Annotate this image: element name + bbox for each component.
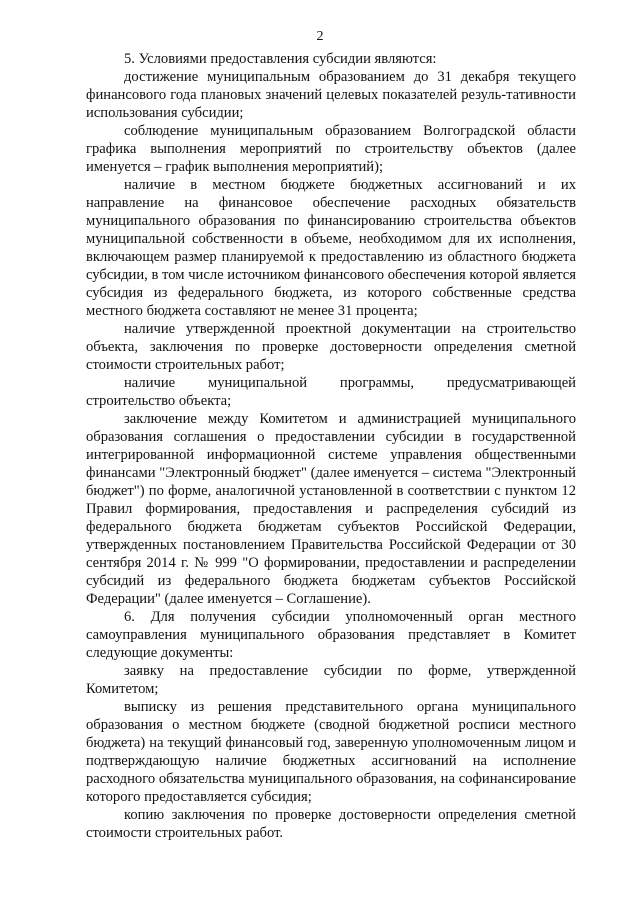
paragraph-project-documentation: наличие утвержденной проектной документации на строительство объекта, заключения по проверке достоверности определения сметной стоимости строительных работ; [86,321,576,373]
paragraph-documents-heading: 6. Для получения субсидии уполномоченный орган местного самоуправления муниципального образования представляет в Комитет следующие документы: [86,609,576,661]
paragraph-schedule-compliance: соблюдение муниципальным образованием Волгоградской области графика выполнения мероприятий по строительству объектов (далее именуется – график выполнения мероприятий); [86,123,576,175]
page-number: 2 [316,29,324,44]
paragraph-application: заявку на предоставление субсидии по форме, утвержденной Комитетом; [86,663,576,697]
paragraph-budget-allocations: наличие в местном бюджете бюджетных ассигнований и их направление на финансовое обеспечение расходных обязательств муниципального образования по финансированию строительства объектов муниципальной собственности в объеме, необходимом для их исполнения, включающем размер планируемой к предоставлению из областного бюджета субсидии, в том числе источником финансового обеспечения которой является субсидия из федерального бюджета, из которого собственные средства местного бюджета составляют не менее 31 процента; [86,177,576,319]
paragraph-conditions-heading: 5. Условиями предоставления субсидии являются: [124,51,437,67]
paragraph-budget-extract: выписку из решения представительного органа муниципального образования о местном бюджете (сводной бюджетной росписи местного бюджета) на текущий финансовый год, заверенную уполномоченным лицом и подтверждающую наличие бюджетных ассигнований на исполнение расходного обязательства муниципального образования, на софинансирование которого предоставляется субсидия; [86,699,576,805]
paragraph-target-indicators: достижение муниципальным образованием до 31 декабря текущего финансового года плановых значений целевых показателей резуль-тативности использования субсидии; [86,69,576,121]
paragraph-estimate-conclusion: копию заключения по проверке достоверности определения сметной стоимости строительных работ. [86,807,576,841]
document-body [86,50,576,842]
paragraph-municipal-program: наличие муниципальной программы, предусматривающей строительство объекта; [86,375,576,409]
paragraph-agreement: заключение между Комитетом и администрацией муниципального образования соглашения о предоставлении субсидии в государственной интегрированной информационной системе управления общественными финансами "Электронный бюджет" (далее именуется – система "Электронный бюджет") по форме, аналогичной установленной в соответствии с пунктом 12 Правил формирования, предоставления и распределения субсидий из федерального бюджета бюджетам субъектов Российской Федерации, утвержденных постановлением Правительства Российской Федерации от 30 сентября 2014 г. № 999 "О формировании, предоставлении и распределении субсидий из федерального бюджета бюджетам субъектов Российской Федерации" (далее именуется – Соглашение). [86,411,576,607]
